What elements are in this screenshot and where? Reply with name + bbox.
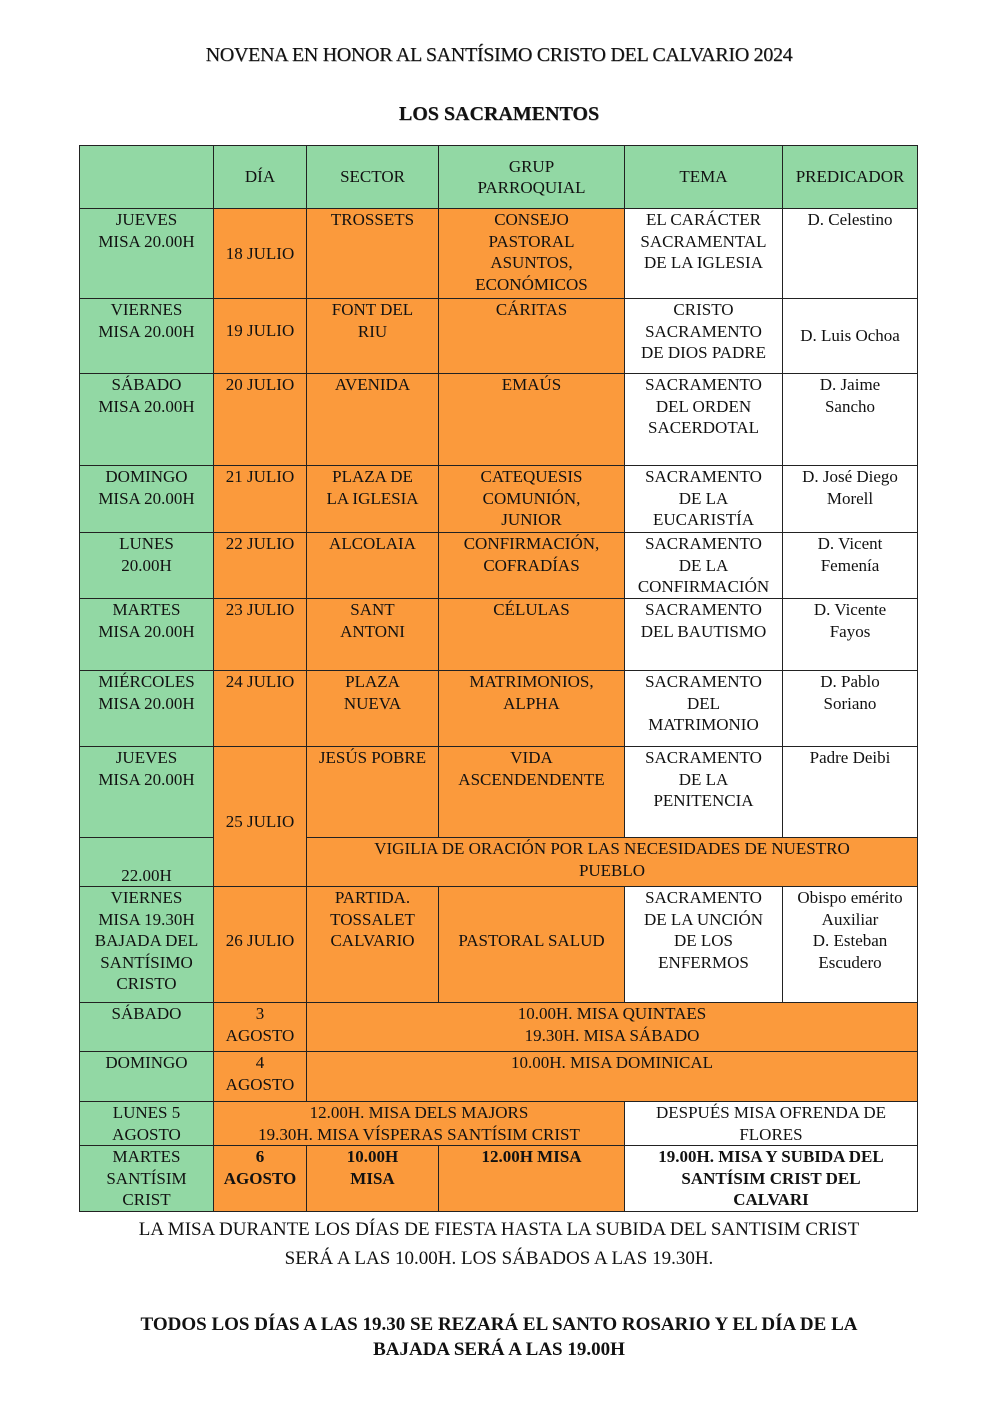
predicador-cell [783,374,918,466]
day-line: SÁBADO [111,375,182,394]
grupo-cell [439,747,625,838]
table-row [80,838,918,887]
day-line: LUNES [119,534,174,553]
sector-line: NUEVA [343,693,402,713]
date-cell [214,747,307,887]
sector-line: FONT DEL [331,300,414,319]
predicador-line: D. Jaime [819,375,881,394]
tema-line: EUCARISTÍA [652,510,755,529]
tema-cell [625,209,783,299]
grupo-line: CATEQUESIS [480,467,583,486]
grupo-line: MATRIMONIOS, [469,672,594,691]
tema-line: PENITENCIA [653,791,754,810]
date-cell: 23 JULIO [214,599,307,671]
date-cell: 21 JULIO [214,466,307,533]
date-cell [214,887,307,1003]
table-row [80,1003,918,1052]
grupo-line: COFRADÍAS [483,555,580,575]
date-line: 3 [255,1004,265,1023]
predicador-cell: Padre Deibi [783,747,918,838]
date-text: 25 JULIO [225,812,295,831]
header-predicador: PREDICADOR [783,146,918,209]
tema-line: DE LA IGLESIA [644,253,763,272]
table-header-row [80,146,918,209]
predicador-line: D. José Diego [802,467,898,486]
sector-line: PLAZA DE [332,467,413,486]
grupo-line: CONSEJO [494,210,569,229]
sector-cell [307,466,439,533]
misa-line: 19.00H. MISA Y SUBIDA DEL [658,1147,884,1166]
predicador-cell: D. Celestino [783,209,918,299]
tema-cell [625,671,783,747]
predicador-cell [783,887,918,1003]
table-row [80,209,918,299]
misa-1900-cell [625,1146,918,1212]
day-line: MISA 20.00H [98,231,195,251]
grupo-cell [439,466,625,533]
footer-note-rosary [60,1312,938,1362]
tema-cell [625,887,783,1003]
tema-cell [625,599,783,671]
sector-cell [307,887,439,1003]
tema-line: DEL ORDEN [655,396,752,416]
tema-cell [625,533,783,599]
day-line: MISA 20.00H [98,621,195,641]
grupo-line: ECONÓMICOS [475,274,588,294]
tema-line: SACRAMENTO [645,321,762,341]
sector-line: LA IGLESIA [326,488,419,508]
tema-cell [625,747,783,838]
header-corner-cell [80,146,214,209]
day-line: MISA 20.00H [98,396,195,416]
date-text: 19 JULIO [225,321,295,340]
day-line: CRISTO [116,974,177,993]
tema-line: SACRAMENTO [645,534,762,553]
table-row [80,1052,918,1102]
day-cell [80,599,214,671]
day-cell: DOMINGO [80,1052,214,1102]
day-line: 20.00H [121,555,172,575]
date-cell [214,1052,307,1102]
tema-line: DE DIOS PADRE [640,343,766,362]
day-cell: SÁBADO [80,1003,214,1052]
sector-line: PLAZA [345,672,400,691]
day-line: AGOSTO [112,1124,181,1144]
predicador-cell: D. Luis Ochoa [783,299,918,374]
tema-line: MATRIMONIO [648,715,759,734]
vigilia-time: 22.00H [121,865,172,885]
day-line: MISA 20.00H [98,693,195,713]
predicador-line: Sancho [824,396,876,416]
date-line: 4 [255,1053,265,1072]
day-line: MISA 19.30H [98,909,195,929]
predicador-cell [783,533,918,599]
tema-line: DEL [686,693,721,713]
date-cell [214,299,307,374]
header-dia: DÍA [214,146,307,209]
event-line: 19.30H. MISA SÁBADO [524,1025,700,1045]
sector-line: ANTONI [340,621,405,641]
predicador-line: Femenía [820,555,880,575]
tema-line: SACRAMENTO [645,748,762,767]
grupo-line: JUNIOR [501,510,562,529]
grupo-line: ASCENDENDENTE [458,769,605,789]
date-cell [214,1146,307,1212]
grupo-cell [439,887,625,1003]
day-cell [80,671,214,747]
grupo-cell: EMAÚS [439,374,625,466]
events-cell [214,1102,625,1146]
vigilia-line: VIGILIA DE ORACIÓN POR LAS NECESIDADES DE NUESTRO [374,839,850,858]
day-cell [80,838,214,887]
misa-1200-cell: 12.00H MISA [439,1146,625,1212]
day-line: MISA 20.00H [98,321,195,341]
table-row [80,533,918,599]
grupo-cell: CÁRITAS [439,299,625,374]
misa-line: SANTÍSIM CRIST DEL [681,1168,861,1188]
day-line: LUNES 5 [112,1103,181,1122]
day-cell [80,466,214,533]
grupo-line: ALPHA [503,693,560,713]
sector-line: PARTIDA. [334,888,411,907]
tema-line: SACRAMENTO [645,888,762,907]
header-grup-line: PARROQUIAL [477,178,586,197]
misa-1000-cell [307,1146,439,1212]
predicador-cell [783,599,918,671]
predicador-cell [783,466,918,533]
predicador-line: D. Vicent [817,534,883,553]
date-line: AGOSTO [223,1168,297,1188]
grupo-line: PASTORAL [488,231,575,251]
event-line: 10.00H. MISA QUINTAES [517,1004,707,1023]
misa-line: MISA [350,1168,395,1188]
day-line: VIERNES [110,888,183,907]
date-cell: 20 JULIO [214,374,307,466]
day-line: BAJADA DEL [94,931,199,950]
tema-line: SACRAMENTO [645,375,762,394]
grupo-cell [439,209,625,299]
day-cell [80,209,214,299]
table-row [80,887,918,1003]
day-line: MIÉRCOLES [98,672,195,691]
day-line: JUEVES [115,210,178,229]
predicador-line: D. Esteban [812,931,888,950]
sector-cell [307,599,439,671]
events-cell [307,1003,918,1052]
footer-line: BAJADA SERÁ A LAS 19.00H [373,1339,625,1360]
grupo-line: ASUNTOS, [490,253,573,272]
date-line: AGOSTO [225,1025,295,1045]
footer-line: SERÁ A LAS 10.00H. LOS SÁBADOS A LAS 19.30H. [284,1248,714,1269]
day-cell [80,299,214,374]
grupo-cell: CÉLULAS [439,599,625,671]
header-tema: TEMA [625,146,783,209]
after-mass-cell [625,1102,918,1146]
day-line: VIERNES [110,300,183,319]
predicador-cell [783,671,918,747]
date-text: 26 JULIO [225,931,295,950]
grupo-text: PASTORAL SALUD [458,931,605,950]
novena-schedule-table [79,145,918,1212]
table-row [80,747,918,838]
day-cell [80,374,214,466]
after-line: DESPUÉS MISA OFRENDA DE [655,1103,886,1122]
table-row [80,374,918,466]
tema-line: SACRAMENTO [645,467,762,486]
table-row [80,599,918,671]
document-subtitle: LOS SACRAMENTOS [398,103,600,125]
date-cell: 24 JULIO [214,671,307,747]
predicador-line: Fayos [829,621,871,641]
day-line: CRIST [122,1190,171,1209]
sector-line: CALVARIO [330,931,415,950]
header-grup [439,146,625,209]
header-grup-line: GRUP [508,156,555,176]
date-line: 6 [255,1147,265,1166]
predicador-line: D. Pablo [820,672,880,691]
table-row [80,1102,918,1146]
grupo-cell [439,671,625,747]
after-line: FLORES [739,1124,803,1144]
predicador-line: Soriano [823,693,877,713]
table-row [80,466,918,533]
events-cell: 10.00H. MISA DOMINICAL [307,1052,918,1102]
day-cell [80,887,214,1003]
day-line: SANTÍSIMO [100,952,193,972]
tema-line: DE LA [678,488,729,508]
tema-line: DEL BAUTISMO [640,621,767,641]
event-line: 19.30H. MISA VÍSPERAS SANTÍSIM CRIST [258,1124,580,1144]
table-row [80,1146,918,1212]
day-line: MISA 20.00H [98,488,195,508]
sector-cell: ALCOLAIA [307,533,439,599]
predicador-line: Obispo emérito [797,888,903,907]
day-line: MARTES [112,1147,181,1166]
tema-line: CONFIRMACIÓN [637,577,770,596]
day-cell [80,1146,214,1212]
day-cell [80,533,214,599]
sector-cell: JESÚS POBRE [307,747,439,838]
misa-line: 10.00H [346,1147,399,1166]
tema-line: SACERDOTAL [647,418,760,437]
tema-line: CRISTO [673,300,734,319]
footer-line: TODOS LOS DÍAS A LAS 19.30 SE REZARÁ EL SANTO ROSARIO Y EL DÍA DE LA [140,1314,858,1335]
event-line: 12.00H. MISA DELS MAJORS [309,1103,529,1122]
tema-cell [625,466,783,533]
predicador-line: Morell [826,488,874,508]
date-line: AGOSTO [225,1074,295,1094]
tema-line: DE LA [678,769,729,789]
grupo-line: CONFIRMACIÓN, [463,534,600,553]
table-row [80,299,918,374]
date-cell: 22 JULIO [214,533,307,599]
day-line: SANTÍSIM [106,1168,187,1188]
tema-cell [625,374,783,466]
table-row [80,671,918,747]
tema-cell [625,299,783,374]
tema-line: SACRAMENTAL [640,231,767,251]
header-sector: SECTOR [307,146,439,209]
tema-line: DE LA UNCIÓN [644,909,763,929]
sector-line: TOSSALET [330,909,415,929]
vigilia-line: PUEBLO [578,860,646,880]
grupo-line: VIDA [510,748,553,767]
vigilia-cell [307,838,918,887]
document-title: NOVENA EN HONOR AL SANTÍSIMO CRISTO DEL CALVARIO 2024 [205,44,793,66]
sector-line: RIU [357,321,388,341]
predicador-line: D. Vicente [813,600,887,619]
day-line: DOMINGO [105,467,188,486]
sector-line: SANT [350,600,395,619]
tema-line: DE LA [678,555,729,575]
date-cell [214,1003,307,1052]
predicador-line: Auxiliar [821,909,879,929]
misa-line: CALVARI [733,1190,809,1209]
footer-line: LA MISA DURANTE LOS DÍAS DE FIESTA HASTA LA SUBIDA DEL SANTISIM CRIST [138,1219,860,1240]
day-line: MARTES [112,600,181,619]
sector-cell [307,299,439,374]
sector-cell: TROSSETS [307,209,439,299]
grupo-cell [439,533,625,599]
footer-note-mass-times [0,1215,998,1273]
tema-line: EL CARÁCTER [645,210,762,229]
tema-line: DE LOS [673,931,734,950]
tema-line: SACRAMENTO [645,600,762,619]
tema-line: ENFERMOS [658,952,749,972]
sector-cell: AVENIDA [307,374,439,466]
grupo-line: COMUNIÓN, [482,488,581,508]
day-line: JUEVES [115,748,178,767]
day-line: MISA 20.00H [98,769,195,789]
sector-cell [307,671,439,747]
tema-line: SACRAMENTO [645,672,762,691]
day-cell [80,1102,214,1146]
day-cell [80,747,214,838]
predicador-line: Escudero [818,952,882,972]
date-cell: 18 JULIO [214,209,307,299]
